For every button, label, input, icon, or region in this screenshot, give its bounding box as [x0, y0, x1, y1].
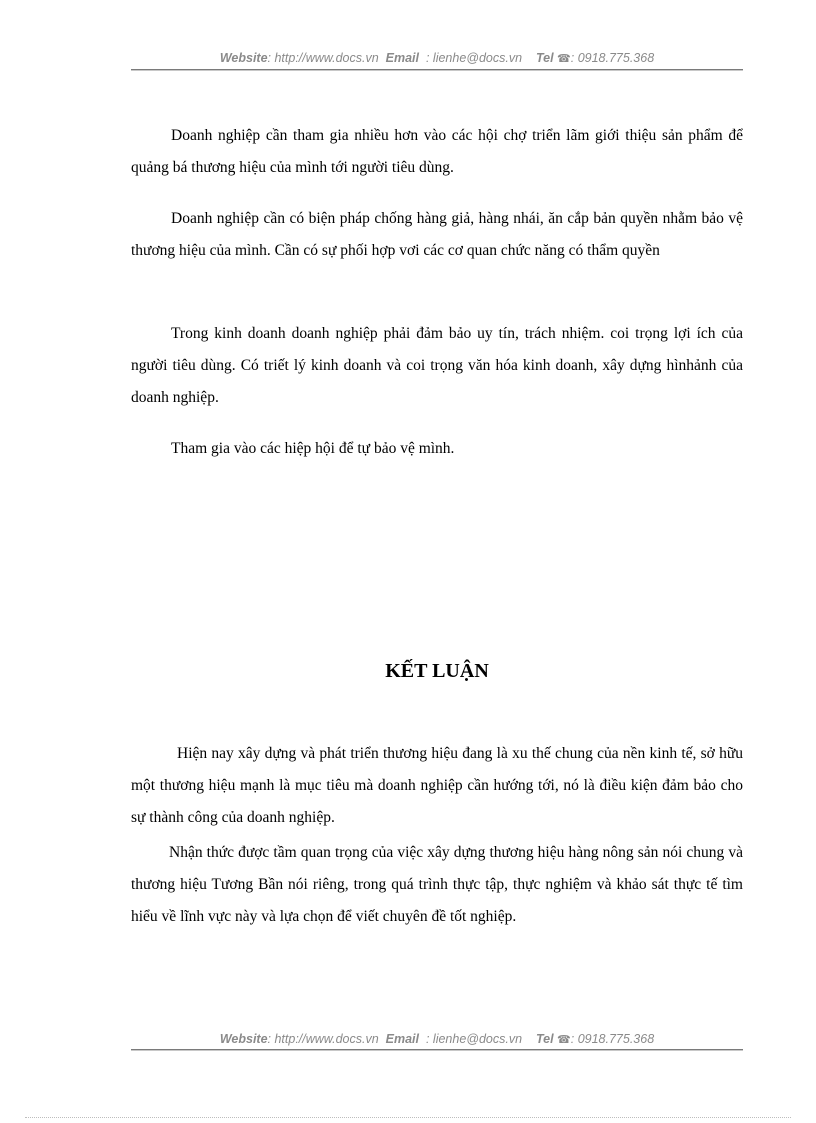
conclusion-paragraph-2: [131, 837, 743, 933]
conclusion-paragraph-1-text: Hiện nay xây dựng và phát triển thương hiệu đang là xu thế chung của nền kinh tế, sở hữu một thương hiệu mạnh là mục tiêu mà doanh nghiệp cần hướng tới, nó là điều kiện đảm bảo cho sự thành công của doanh nghiệp.: [131, 745, 743, 826]
paragraph-4-text: Tham gia vào các hiệp hội để tự bảo vệ mình.: [171, 440, 455, 457]
header-email-label: Email: [385, 51, 420, 65]
conclusion-title: KẾT LUẬN: [385, 660, 489, 682]
page-header: [131, 51, 743, 65]
footer-website-url[interactable]: : http://www.docs.vn: [267, 1032, 379, 1046]
footer-tel-value: : 0918.775.368: [570, 1032, 655, 1046]
header-tel-value: : 0918.775.368: [570, 51, 655, 65]
header-email-value[interactable]: : lienhe@docs.vn: [425, 51, 523, 65]
paragraph-1-text: Doanh nghiệp cần tham gia nhiều hơn vào các hội chợ triển lãm giới thiệu sản phẩm để quảng bá thương hiệu của mình tới người tiêu dùng.: [131, 127, 743, 176]
paragraph-2: [131, 203, 743, 267]
page-footer: [131, 1032, 743, 1046]
paragraph-3-text: Trong kinh doanh doanh nghiệp phải đảm bảo uy tín, trách nhiệm. coi trọng lợi ích của người tiêu dùng. Có triết lý kinh doanh và coi trọng văn hóa kinh doanh, xây dựng hìnhảnh của doanh nghiệp.: [131, 325, 743, 406]
footer-divider: [131, 1049, 743, 1051]
header-website-label: Website: [219, 51, 268, 65]
footer-email-label: Email: [385, 1032, 420, 1046]
header-website-url[interactable]: : http://www.docs.vn: [267, 51, 379, 65]
footer-email-value[interactable]: : lienhe@docs.vn: [425, 1032, 523, 1046]
page-break-line: [25, 1117, 791, 1118]
phone-icon: ☎: [557, 53, 571, 65]
paragraph-1: [131, 120, 743, 184]
header-divider: [131, 69, 743, 71]
header-tel-label: Tel: [535, 51, 554, 65]
paragraph-3: [131, 318, 743, 414]
footer-website-label: Website: [219, 1032, 268, 1046]
paragraph-2-text: Doanh nghiệp cần có biện pháp chống hàng giả, hàng nhái, ăn cắp bản quyền nhằm bảo vệ thương hiệu của mình. Cần có sự phối hợp vơi các cơ quan chức năng có thẩm quyền: [131, 210, 743, 259]
conclusion-paragraph-2-text: Nhận thức được tầm quan trọng của việc xây dựng thương hiệu hàng nông sản nói chung và thương hiệu Tương Bần nói riêng, trong quá trình thực tập, thực nghiệm và khảo sát thực tế tìm hiểu về lĩnh vực này và lựa chọn để viết chuyên đề tốt nghiệp.: [131, 844, 743, 925]
footer-tel-label: Tel: [535, 1032, 554, 1046]
conclusion-paragraph-1: [131, 738, 743, 834]
phone-icon: ☎: [557, 1034, 571, 1046]
paragraph-4: [131, 433, 743, 465]
